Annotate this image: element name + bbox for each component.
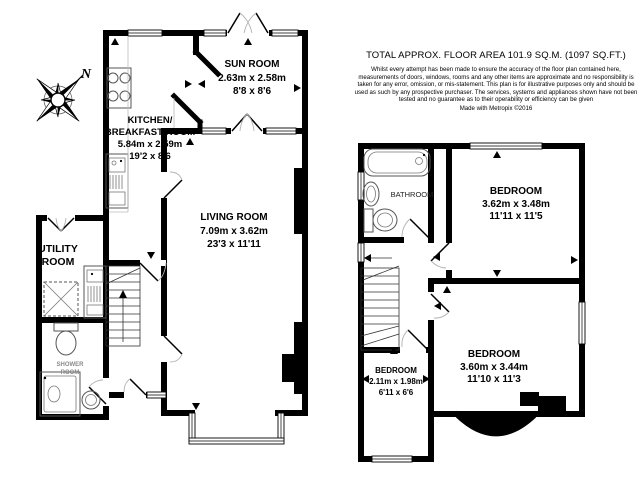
bay-window	[189, 413, 284, 444]
living-room-metric: 7.09m x 3.62m	[200, 226, 268, 237]
kitchen-metric: 5.84m x 2.59m	[117, 139, 183, 150]
utility-room-label-2: ROOM	[41, 256, 75, 268]
living-room-imperial: 23'3 x 11'11	[207, 239, 261, 250]
shower-room-label-1: SHOWER	[56, 362, 84, 368]
bedroom-small-imperial: 6'11 x 6'6	[378, 388, 414, 397]
stairs-ground	[106, 266, 140, 346]
stairs-first	[361, 254, 399, 350]
chimney-breast	[294, 322, 308, 394]
dimension-arrows	[111, 38, 301, 410]
curved-bay-window	[456, 411, 536, 436]
disclaimer-text: Whilst every attempt has been made to ensure the accuracy of the floor plan contained here, measurements of doors, windows, rooms and any other items are approximate and no responsibility is taken for any error, omission, or mis-statement. This plan is for illustrative purposes only and should be used as such by any prospective purchaser. The services, systems and appliances shown have not been tested and no guarantee as to their operability or efficiency can be given	[354, 66, 638, 103]
door	[89, 172, 182, 404]
bedroom-front-imperial: 11'10 x 11'3	[467, 374, 521, 385]
kitchen-label-2: BREAKFAST ROOM	[104, 127, 196, 138]
toilet-icon	[54, 323, 78, 355]
chimney-breast	[520, 392, 539, 406]
bathtub-icon	[364, 149, 430, 176]
utility-room-label-1: UTILITY	[38, 243, 78, 255]
sun-room-metric: 2.63m x 2.58m	[218, 73, 286, 84]
shower-room-label-2: ROOM	[60, 370, 80, 376]
kitchen-label-1: KITCHEN/	[127, 115, 173, 126]
basin-icon	[363, 182, 379, 206]
metropix-credit: Made with Metropix ©2016	[459, 104, 533, 112]
bathroom-label: BATHROOM	[390, 190, 434, 199]
chimney-breast	[282, 354, 295, 382]
bedroom-front-label: BEDROOM	[467, 349, 521, 360]
bedroom-rear-imperial: 11'11 x 11'5	[489, 211, 543, 222]
bedroom-rear-metric: 3.62m x 3.48m	[482, 199, 550, 210]
chimney-breast	[294, 168, 308, 234]
utility-sink-icon	[84, 266, 106, 318]
ground-floor-plan	[38, 13, 308, 444]
shower-tray-icon	[40, 372, 80, 416]
kitchen-imperial: 19'2 x 8'6	[129, 151, 171, 162]
sun-room-imperial: 8'8 x 8'6	[232, 86, 272, 97]
stove-icon	[107, 68, 131, 108]
basin-icon	[82, 391, 100, 409]
first-floor-plan	[358, 143, 585, 462]
washing-machine-icon	[44, 282, 78, 316]
bedroom-small-label: BEDROOM	[375, 366, 417, 375]
compass-north-label: N	[81, 67, 92, 82]
header-text-block	[352, 50, 640, 112]
bedroom-rear-label: BEDROOM	[489, 186, 543, 197]
total-floor-area-title: TOTAL APPROX. FLOOR AREA 101.9 SQ.M. (1097 SQ.FT.)	[366, 50, 626, 61]
chimney-breast	[538, 396, 566, 416]
compass-rose	[33, 67, 92, 125]
toilet-icon	[364, 209, 397, 232]
sun-room-label: SUN ROOM	[224, 59, 280, 70]
kitchen-sink-icon	[106, 154, 128, 208]
living-room-label: LIVING ROOM	[200, 212, 268, 223]
bedroom-small-metric: 2.11m x 1.98m	[369, 377, 423, 386]
bedroom-front-metric: 3.60m x 3.44m	[460, 362, 528, 373]
